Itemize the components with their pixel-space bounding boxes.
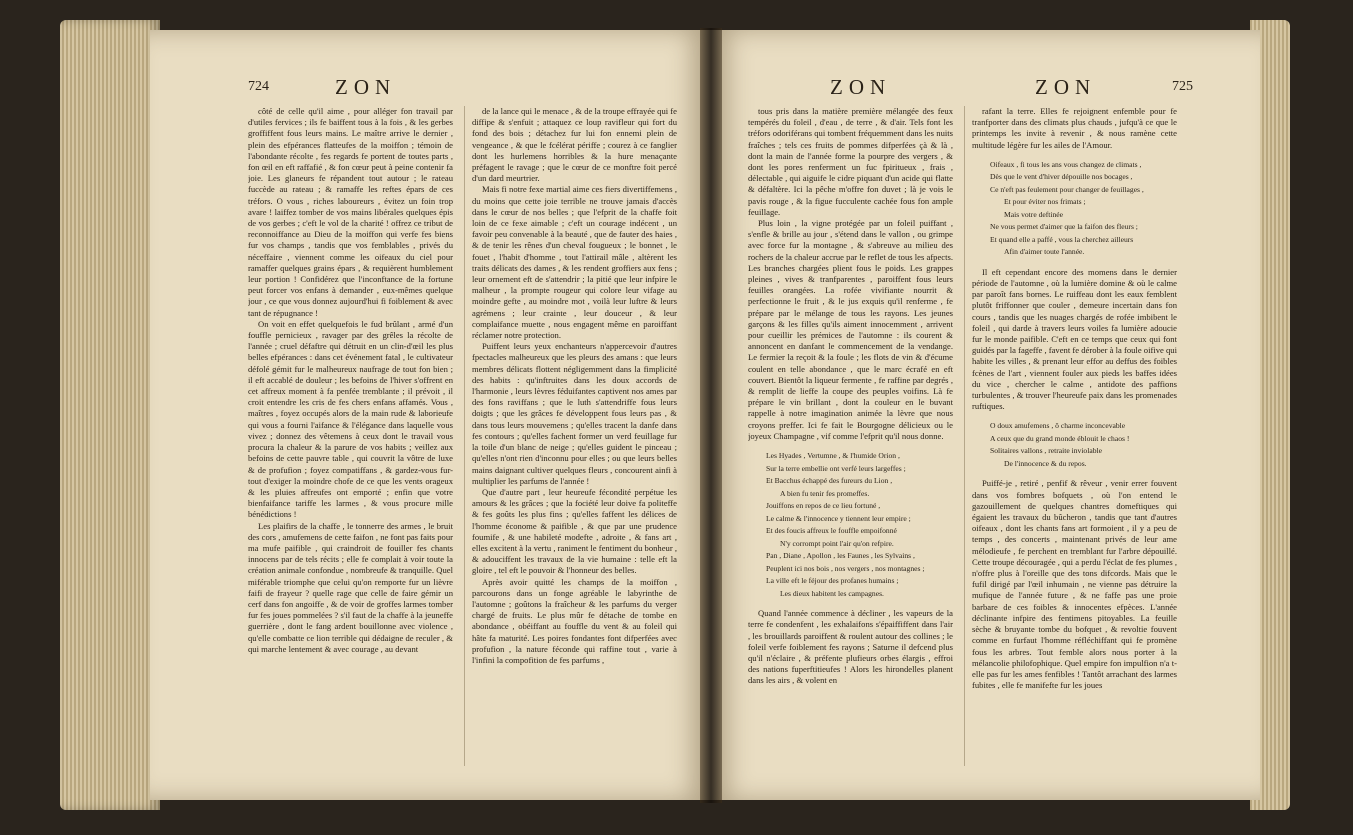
paragraph: côté de celle qu'il aime , pour alléger fon travail par d'utiles fervices ; ils fe baiffent tous à la fois , & les gerbes groffiffent fous leurs mains. Le maître arrive le dernier , plein des efpérances flatteufes de la moiffon ; témoin de l'abondante récolte , fes regards fe portent de toutes parts , fon œil en eft raffafié , & fon cœur peut à peine contenir fa joie. Les glaneurs fe répandent tout autour ; le rateau fuccède au rateau ; & ramaffe les reftes épars de ces tréfors. O vous , riches laboureurs , évitez un foin trop avare ! laiffez tomber de vos mains libérales quelques épis de vos gerbes ; c'eft le vol de la charité ! offrez ce tribut de reconnoiffance au Dieu de la moiffon qui verfe fes biens fur vos champs , tandis que vos femblables , privés du néceffaire , viennent comme les oifeaux du ciel pour ramaffer quelques grains épars , & requièrent humblement leur portion ! Confidérez que l'inconftance de la fortune peut forcer vos enfans à demander , eux-mêmes quelque jour , ce que vous donnez aujourd'hui fi foiblement & avec tant de répugnance ! — [248, 106, 453, 318]
paragraph: Les plaifirs de la chaffe , le tonnerre des armes , le bruit des cors , amufemens de cette faifon , ne font pas faits pour ma mufe paifible , qui craindroit de fouiller fes chants innocens par de tels récits ; elle fe complait à voir toute la création animale confondue , nombreufe & tranquille. Quel miférable triomphe que celui qu'on remporte fur un lièvre faifi de frayeur ? quelle rage que celle de faire gémir un cerf dans fon angoiffe , & de voir de groffes larmes tomber fur fes joues pommelées ? s'il faut de la chaffe à la jeuneffe guerrière , dont le fang ardent bouillonne avec violence , qu'elle combatte ce lion terrible qui dédaigne de reculer , & qui marche lentement & avec courage , au devant — [248, 520, 453, 654]
verse-line: Ne vous permet d'aimer que la faifon des fleurs ; — [990, 222, 1138, 232]
paragraph: tous pris dans la matière première mélangée des feux tempérés du foleil , d'eau , de terre , & d'air. Tels font les tréfors odoriférans qui tombent fréquemment dans les nuits fraîches ; tels ces fruits de pommes difperfées çà & là , dont la main de l'année forme la pourpre des vergers , & dont les pores renferment un fuc fpiritueux , frais , délectable , qui aiguife le cidre piquant d'un acide qui flatte & défaltère. Ici la pêche m'offre fon duvet ; là je vois le pavis rouge , & la figue fucculente cachée fous fon ample feuillage. — [748, 106, 953, 217]
paragraph: Après avoir quitté les champs de la moiffon , parcourons dans un fonge agréable le labyrinthe de l'automne ; goûtons la fraîcheur & les parfums du verger chargé de fruits. Le plus mûr fe détache de tombe en abondance , obéiffant au fouffle du vent & au foleil qui hâte fa maturité. Les poires fondantes font difperfées avec profufion , la nature féconde qui raffine tout , varie à l'infini la compofition de fes parfums , — [472, 576, 677, 665]
paragraph: Que d'autre part , leur heureufe fécondité perpétue les amours & les grâces ; que la fociété leur doive fa politeffe & fes goûts les plus fins ; qu'elles faffent les délices de l'homme économe & paifible , & que par une prudence foumife , & une habileté modefte , adroite , & fans art , elles excitent à la vertu , raniment le fentiment du bonheur , & adouciffent les travaux de la vie humaine : telle eft la gloire , tel eft le pouvoir & l'honneur des belles. — [472, 486, 677, 576]
left-page — [150, 30, 710, 800]
paragraph: Plus loin , la vigne protégée par un foleil puiffant , s'enfle & brille au jour , s'étend dans le vallon , ou grimpe avec force fur la montagne , & s'abreuve au milieu des rochers de la chaleur accrue par le reflet de tous les afpects. Les branches chargées plient fous le poids. Les grappes pleines , vives & tranfparentes , paroiffent fous leurs feuilles orangées. La rofée vivifiante nourrit & perfectionne le fruit , & le jus exquis qu'il renferme , fe prépare par le mélange de tous les rayons. Les jeunes garçons & les filles qu'ils aiment innocemment , arrivent pour cueillir les prémices de l'automne : ils courent & annoncent en danfant le commencement de la vendange. Le fermier la reçoit & la foule ; les flots de vin & d'écume coulent en telle abondance , que le marc écrafé en eft couvert. Bientôt la liqueur fermente , fe raffine par degrés , & remplit de lieffe la coupe des peuples voifins. Là fe prépare le vin brillant , dont la couleur en le buvant rappelle à notre imagination animée la lèvre que nous croyons preffer. Ici fe fait le Bourgogne délicieux ou le joyeux Champagne , vif comme l'efprit qu'il nous donne. — [748, 218, 953, 441]
left-page-number: 724 — [248, 79, 269, 94]
verse-line: Et Bacchus échappé des fureurs du Lion , — [766, 476, 893, 486]
verse-line: Pan , Diane , Apollon , les Faunes , les Sylvains , — [766, 551, 915, 561]
verse-line: Les dieux habitent les campagnes. — [780, 588, 884, 598]
verse-line: Jouiffons en repos de ce lieu fortuné , — [766, 501, 881, 511]
paragraph: Il eft cependant encore des momens dans le dernier période de l'automne , où la lumière domine & où le calme par paroît fans bornes. Le ruiffeau dont les eaux femblent plutôt friffonner que couler , demeure incertain dans fon cours , tandis que les nuages chargés de rofée imbibent le foleil , qui darde à travers leurs voiles fa lumière adoucie fur le monde paifible. C'eft en ce temps que ceux qui font guidés par la fageffe , favent fe dérober à la foule oifive qui habite les villes , & prenant leur effor au deffus des foibles fcènes de l'art , viennent fouler aux pieds les baffes idées du vice , chercher le calme , antidote des paffions turbulentes , & trouver l'heureufe paix dans les promenades ruftiques. — [972, 266, 1177, 412]
verse-line: Sur la terre embellie ont verfé leurs largeffes ; — [766, 463, 906, 473]
verse-line: Afin d'aimer toute l'année. — [1004, 247, 1085, 257]
paragraph: Puiffé-je , retiré , penfif & rêveur , venir errer fouvent dans vos fombres bofquets , où l'on entend le gazouillement de quelques chantres domeftiques qui égaient les travaux du bûcheron , tandis que tant d'autres oifeaux , dont les chants fans art formoient , il y a peu de temps , des concerts , maintenant privés de leur ame mélodieufe , fe perchent en tremblant fur l'arbre dépouillé. Cette troupe découragée , qui a perdu l'éclat de fes plumes , n'offre plus à l'oreille que des tons difcords. Mais que le fufil dirigé par l'œil inhumain , ne vienne pas détruire la mufique de l'année future , & ne faffe pas une proie barbare de ces foibles & innocentes efpèces. L'année déclinante infpire des fentimens pitoyables. La feuille sèche & bruyante tombe du bofquet , & revoltie fouvent comme en furfaut l'homme réfléchiffant qui fe promène fous les arbres. Tout femble alors nous porter à la mélancolie philofophique. Quel empire fon impulfion n'a t-elle pas fur les ames fenfibles ! Tantôt arrachant des larmes fubites , elle fe manifefte fur les joues — [972, 478, 1177, 691]
verse-line: Le calme & l'innocence y tiennent leur empire ; — [766, 513, 911, 523]
right-column-2 — [972, 106, 1177, 766]
verse-line: O doux amufemens , ô charme inconcevable — [990, 421, 1126, 431]
paragraph: rafant la terre. Elles fe rejoignent enfemble pour fe tranfporter dans des climats plus chauds , jufqu'à ce que le printemps les invite à revenir , & nous ramène cette multitude légère fur les ailes de l'Amour. — [972, 106, 1177, 150]
verse-line: Et pour éviter nos frimats ; — [1004, 197, 1086, 207]
verse-line: De l'innocence & du repos. — [1004, 458, 1087, 468]
verse-block-1 — [766, 450, 953, 600]
left-column-1 — [248, 106, 453, 766]
right-running-head-1: ZON — [830, 75, 892, 99]
right-page — [710, 30, 1260, 800]
verse-line: Dès que le vent d'hiver dépouille nos bocages , — [990, 172, 1133, 182]
left-header — [150, 75, 710, 101]
paragraph: Mais fi notre fexe martial aime ces fiers divertiffemens , du moins que cette joie terrible ne trouve jamais d'accès dans le cœur de nos belles ; que l'efprit de la chaffe foit loin de ce fexe aimable ; c'eft un courage indécent , un favoir peu convenable à la beauté , que de fauter des haies , & de tenir les rênes d'un cheval fougueux ; le bonnet , le fouet , l'habit d'homme , tout l'attirail mâle , altèrent les traits délicats des dames , & les rendent groffiers aux fens ; leur ornement eft de s'attendrir ; la pitié que leur infpire le malheur , la prompte rougeur qui colore leur vifage au moindre gefte , au moindre mot , voilà leur luftre & leurs agrémens ; leur crainte , leur douceur , & leur complaifance muette , nous engagent même en paroiffant réclamer notre protection. — [472, 184, 677, 341]
book-gutter — [700, 28, 722, 803]
verse-line: Peuplent ici nos bois , nos vergers , nos montagnes ; — [766, 563, 925, 573]
paragraph: Quand l'année commence à décliner , les vapeurs de la terre fe condenfent , les exhalaifons s'épaiffiffent dans l'air , les brouillards paroiffent & roulent autour des collines ; le foleil verfe foiblement fes rayons ; Saturne il defcend plus qu'il n'éclaire , & préfente plufieurs orbes élargis , effroi des nations fuperftitieufes ! Alors les hirondelles planent dans les airs , & volent en — [748, 608, 953, 686]
verse-line: Mais votre deftinée — [1004, 209, 1064, 219]
verse-line: Et des foucis affreux le fouffle empoifonné — [766, 526, 897, 536]
verse-line: Solitaires vallons , retraite inviolable — [990, 446, 1102, 456]
right-header — [710, 75, 1260, 101]
column-rule — [964, 106, 965, 766]
page-edges-left — [60, 20, 160, 810]
paragraph: On voit en effet quelquefois le fud brûlant , armé d'un fouffle pernicieux , ravager par des grêles la récolte de l'année ; cruel défaftre qui détruit en un clin-d'œil les plus belles efpérances : dans cet événement fatal , le cultivateur défolé gémit fur le malheureux naufrage de tout fon bien ; il eft accablé de douleur ; les befoins de l'hiver s'offrent en cet affreux moment à fa penfée tremblante ; il prévoit , il croit entendre les cris de fes chers enfans affamés. Vous , maîtres , foyez occupés alors de la main rude & laborieufe qui vous a fourni l'aifance & l'élégance dans laquelle vous vivez ; donnez des vêtemens à ceux dont le travail vous procura la chaleur & la parure de vos habits ; veillez aux befoins de cette pauvre table , qui couvrit la vôtre de luxe & de profufion ; foyez compatiffans , & gardez-vous fur-tout d'exiger la moindre chofe de ce que les vents orageux & les pluies affreufes ont emporté ; enfin que votre bienfaifance tariffe les larmes , & vous procure mille bénédictions ! — [248, 318, 453, 520]
right-page-number: 725 — [1172, 79, 1193, 94]
verse-line: Oifeaux , fi tous les ans vous changez de climats , — [990, 159, 1142, 169]
verse-line: N'y corrompt point l'air qu'on refpire. — [780, 538, 894, 548]
verse-block-3 — [990, 420, 1177, 470]
verse-line: A ceux que du grand monde éblouit le chaos ! — [990, 433, 1130, 443]
verse-line: Les Hyades , Vertumne , & l'humide Orion , — [766, 451, 900, 461]
verse-line: A bien fu tenir fes promeffes. — [780, 488, 870, 498]
verse-block-2 — [990, 159, 1177, 259]
column-rule — [464, 106, 465, 766]
right-running-head-2: ZON — [1035, 75, 1097, 99]
verse-line: La ville eft le féjour des profanes humains ; — [766, 576, 899, 586]
left-column-2 — [472, 106, 677, 766]
paragraph: Puiffent leurs yeux enchanteurs n'appercevoir d'autres fpectacles malheureux que les pleurs des amans : que leurs membres délicats flottent négligemment dans la fimplicité des habits : qu'inftruites dans les doux accords de l'harmonie , leurs lèvres féduifantes captivent nos ames par des fons raviffans ; que le luth s'attendriffe fous leurs doigts ; que les grâces fe développent fous leurs pas , & dans tous leurs mouvemens ; qu'elles tracent la danfe dans fes contours ; qu'elles fachent former un verd feuillage fur la toile d'un blanc de neige ; qu'elles guident le pinceau ; qu'elles n'ont rien d'inconnu pour elles ; ou que leurs belles mains daignant cultiver quelques fleurs , concourent ainfi à multiplier les parfums de l'année ! — [472, 341, 677, 486]
right-column-1 — [748, 106, 953, 766]
paragraph: de la lance qui le menace , & de la troupe effrayée qui fe diffipe & s'enfuit ; attaquez ce loup ravifleur qui fort du fond des bois ; détachez fur lui fon ennemi plein de vengeance , & que le fcélérat périffe ; courez à ce fanglier dont les hurlemens horribles & la hure menaçante préfagent le ravage ; que le cœur de ce monftre foit percé d'un dard meurtrier. — [472, 106, 677, 184]
verse-line: Et quand elle a paffé , vous la cherchez ailleurs — [990, 234, 1134, 244]
left-running-head: ZON — [335, 75, 397, 99]
verse-line: Ce n'eft pas feulement pour changer de feuillages , — [990, 184, 1144, 194]
